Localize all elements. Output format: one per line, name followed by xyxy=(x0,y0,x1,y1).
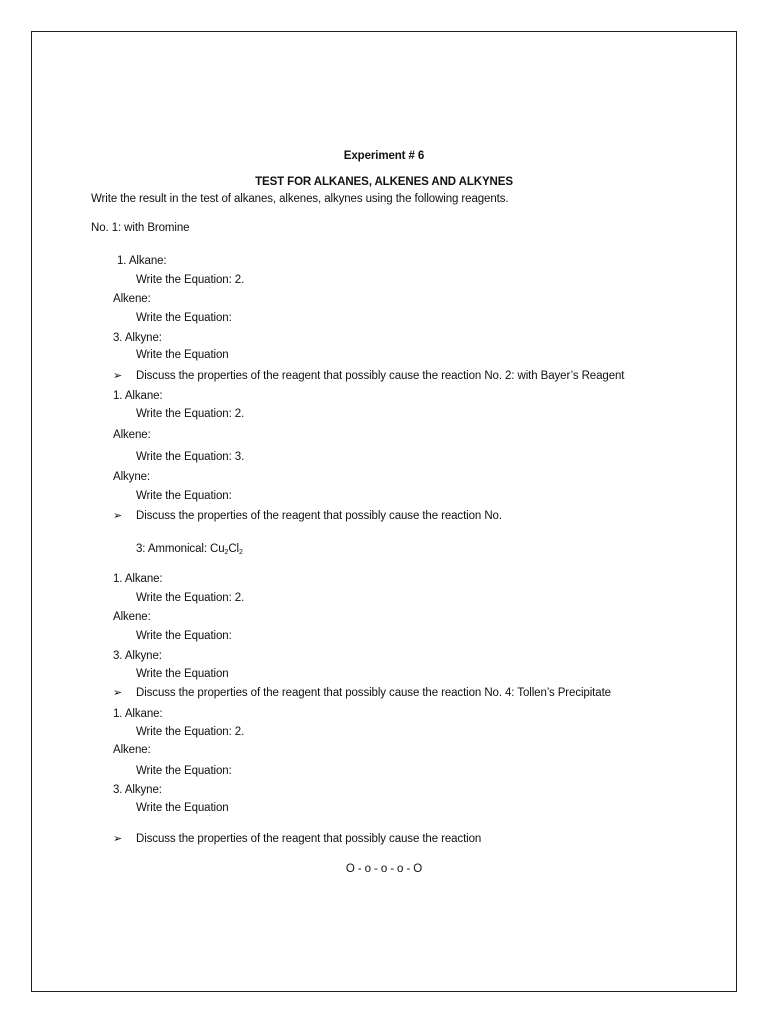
experiment-title: Experiment # 6 xyxy=(343,150,425,162)
s1-alkane: 1. Alkane: xyxy=(117,255,167,267)
s2-alkene: Alkene: xyxy=(113,429,151,441)
bullet-arrow-icon: ➢ xyxy=(113,833,123,845)
s2-equation-3: Write the Equation: xyxy=(136,490,232,502)
s2-discuss: Discuss the properties of the reagent that possibly cause the reaction No. xyxy=(136,510,502,522)
s1-alkene: Alkene: xyxy=(113,293,151,305)
s3-equation-2: Write the Equation: xyxy=(136,630,232,642)
s4-equation-3: Write the Equation xyxy=(136,802,229,814)
s2-alkane: 1. Alkane: xyxy=(113,390,163,402)
s1-equation-2: Write the Equation: xyxy=(136,312,232,324)
s1-equation-1: Write the Equation: 2. xyxy=(136,274,245,286)
s3-discuss: Discuss the properties of the reagent that possibly cause the reaction No. 4: Tollen’s Precipitate xyxy=(136,687,611,699)
section-1-title: No. 1: with Bromine xyxy=(91,222,190,234)
s2-equation-1: Write the Equation: 2. xyxy=(136,408,245,420)
s1-equation-3: Write the Equation xyxy=(136,349,229,361)
s3-equation-3: Write the Equation xyxy=(136,668,229,680)
s1-alkyne: 3. Alkyne: xyxy=(113,332,162,344)
bullet-arrow-icon: ➢ xyxy=(113,687,123,699)
bullet-arrow-icon: ➢ xyxy=(113,510,123,522)
s4-equation-2: Write the Equation: xyxy=(136,765,232,777)
bullet-arrow-icon: ➢ xyxy=(113,370,123,382)
s4-alkyne: 3. Alkyne: xyxy=(113,784,162,796)
s4-alkane: 1. Alkane: xyxy=(113,708,163,720)
document-heading: TEST FOR ALKANES, ALKENES AND ALKYNES xyxy=(255,176,513,188)
s3-alkyne: 3. Alkyne: xyxy=(113,650,162,662)
s2-alkyne: Alkyne: xyxy=(113,471,151,483)
s3-equation-1: Write the Equation: 2. xyxy=(136,592,245,604)
footer-ornament: O - o - o - o - O xyxy=(345,863,423,875)
instruction-text: Write the result in the test of alkanes, alkenes, alkynes using the following reagents. xyxy=(91,193,509,205)
s4-alkene: Alkene: xyxy=(113,744,151,756)
s1-discuss: Discuss the properties of the reagent that possibly cause the reaction No. 2: with Bayer’s Reagent xyxy=(136,370,625,382)
s4-equation-1: Write the Equation: 2. xyxy=(136,726,245,738)
s3-alkane: 1. Alkane: xyxy=(113,573,163,585)
s2-equation-2: Write the Equation: 3. xyxy=(136,451,245,463)
s4-discuss: Discuss the properties of the reagent that possibly cause the reaction xyxy=(136,833,482,845)
section-3-title: 3: Ammonical: $Cu_2Cl_2$ xyxy=(136,543,243,556)
s3-alkene: Alkene: xyxy=(113,611,151,623)
